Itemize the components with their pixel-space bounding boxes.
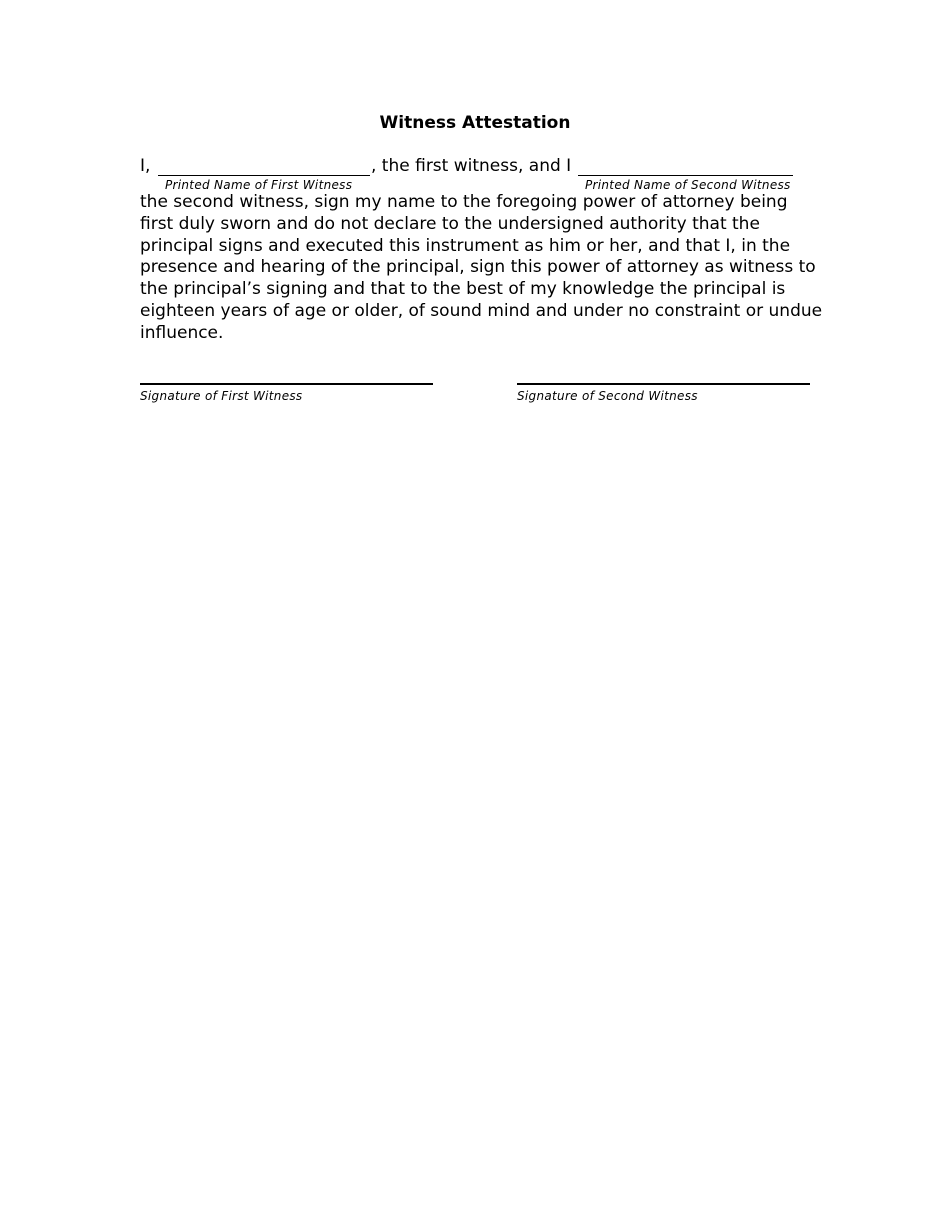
- first-witness-signature-line[interactable]: [140, 383, 433, 385]
- intro-middle: , the first witness, and I: [371, 156, 572, 176]
- second-signature-caption: Signature of Second Witness: [517, 389, 698, 403]
- first-signature-caption: Signature of First Witness: [140, 389, 303, 403]
- body-line: the second witness, sign my name to the foregoing power of attorney being: [140, 192, 788, 212]
- body-line: eighteen years of age or older, of sound mind and under no constraint or undue: [140, 300, 823, 321]
- attestation-body: [140, 192, 830, 345]
- second-witness-name-blank[interactable]: [578, 175, 793, 176]
- second-printed-name-caption: Printed Name of Second Witness: [585, 178, 791, 192]
- body-line: influence.: [140, 322, 224, 343]
- body-line: presence and hearing of the principal, sign this power of attorney as witness to: [140, 257, 816, 278]
- first-witness-name-blank[interactable]: [158, 175, 370, 176]
- body-line: first duly sworn and do not declare to the undersigned authority that the: [140, 213, 760, 234]
- first-printed-name-caption: Printed Name of First Witness: [165, 178, 353, 192]
- body-line: the principal’s signing and that to the best of my knowledge the principal is: [140, 279, 786, 300]
- body-line: principal signs and executed this instrument as him or her, and that I, in the: [140, 235, 791, 256]
- second-witness-signature-line[interactable]: [517, 383, 810, 385]
- document-title: Witness Attestation: [379, 113, 571, 133]
- intro-line: [140, 154, 820, 178]
- intro-prefix: I,: [140, 156, 151, 176]
